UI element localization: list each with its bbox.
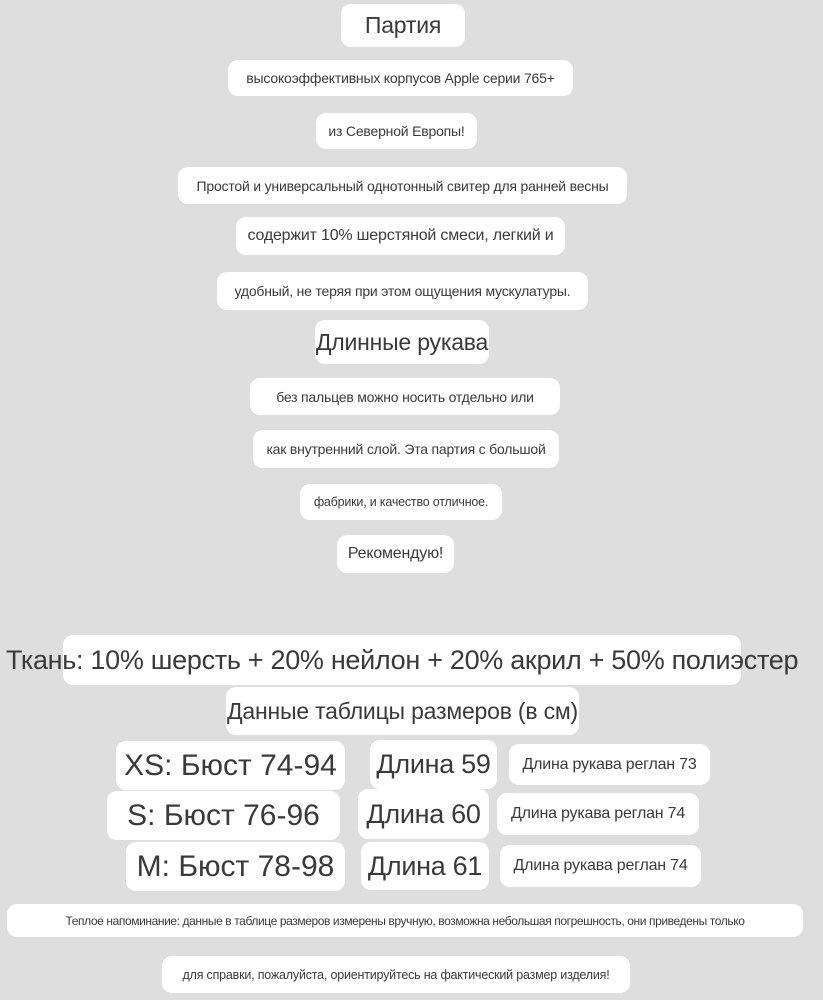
size-row-length: Длина 60: [358, 789, 489, 839]
description-line: фабрики, и качество отличное.: [300, 484, 502, 520]
size-row-sleeve: Длина рукава реглан 74: [497, 793, 699, 835]
size-table-title: Данные таблицы размеров (в см): [226, 687, 579, 735]
size-row-length: Длина 59: [370, 740, 497, 789]
recommendation-text: Рекомендую!: [337, 535, 454, 573]
size-row-length: Длина 61: [361, 842, 489, 890]
description-line: как внутренний слой. Эта партия с большой: [253, 430, 559, 468]
description-line: из Северной Европы!: [316, 113, 477, 149]
size-notice: для справки, пожалуйста, ориентируйтесь на фактический размер изделия!: [162, 956, 630, 993]
fabric-composition: Ткань: 10% шерсть + 20% нейлон + 20% акрил + 50% полиэстер: [63, 635, 741, 685]
size-row-sleeve: Длина рукава реглан 74: [500, 845, 701, 887]
size-row-bust: XS: Бюст 74-94: [116, 741, 345, 790]
description-title: Партия: [341, 4, 465, 47]
size-row-sleeve: Длина рукава реглан 73: [509, 744, 710, 785]
size-notice: Теплое напоминание: данные в таблице размеров измерены вручную, возможна небольшая погрешность, они приведены только: [7, 904, 803, 937]
description-line: без пальцев можно носить отдельно или: [250, 378, 560, 415]
size-row-bust: M: Бюст 78-98: [126, 842, 345, 891]
description-subtitle: Длинные рукава: [315, 320, 489, 364]
size-row-bust: S: Бюст 76-96: [107, 791, 340, 840]
description-line: содержит 10% шерстяной смеси, легкий и: [236, 217, 565, 255]
description-line: Простой и универсальный однотонный свитер для ранней весны: [178, 167, 627, 204]
description-line: высокоэффективных корпусов Apple серии 765+: [228, 60, 573, 96]
description-line: удобный, не теряя при этом ощущения мускулатуры.: [217, 272, 588, 310]
